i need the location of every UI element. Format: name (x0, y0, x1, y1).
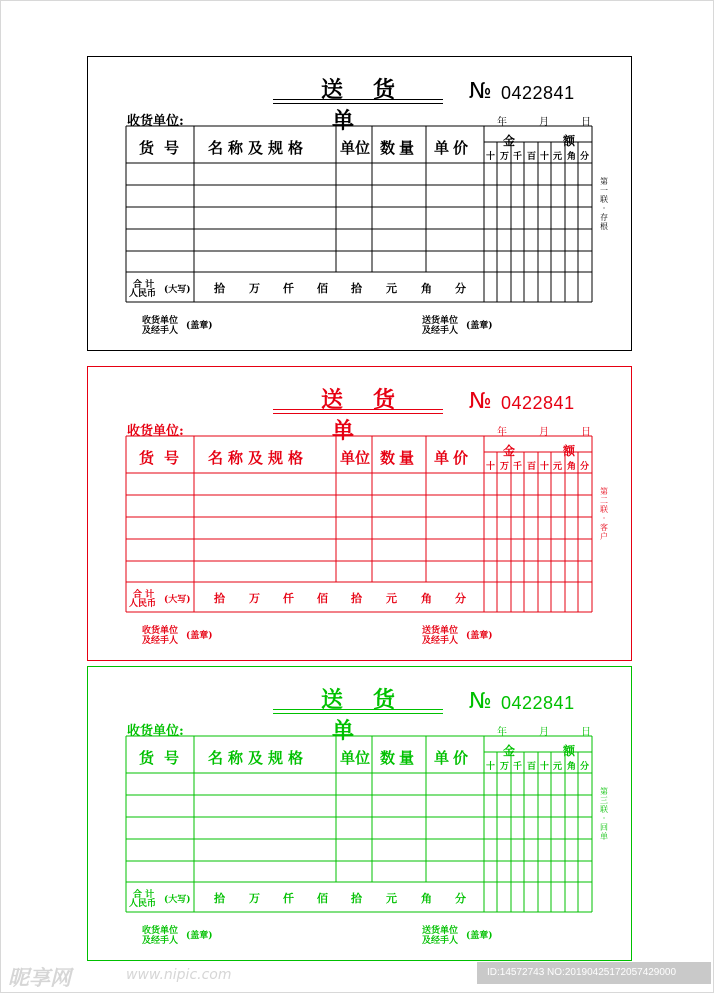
digit-ten-thousands-ten: 十 (485, 152, 495, 162)
col-name-spec: 名称及规格 (208, 449, 309, 467)
receiver-sig-note: (盖章) (186, 931, 213, 941)
col-quantity: 数量 (380, 749, 419, 767)
title-underline-2 (273, 103, 443, 104)
col-name-spec: 名称及规格 (208, 139, 309, 157)
digit-ten-thousands: 万 (499, 152, 509, 162)
digit-tens: 十 (539, 462, 549, 472)
digit-yuan: 元 (552, 762, 562, 772)
recipient-label: 收货单位: (127, 114, 184, 129)
form-title: 送货单 (320, 687, 425, 744)
col-unit: 单位 (340, 139, 371, 157)
watermark-logo: 昵享网 (8, 966, 71, 990)
digit-fen: 分 (579, 152, 589, 162)
digit-jiao: 角 (566, 462, 576, 472)
total-unit-shi-2: 拾 (351, 592, 362, 605)
title-underline-2 (273, 413, 443, 414)
form-title: 送货单 (320, 387, 425, 444)
sender-sig-line1: 送货单位 (422, 626, 459, 636)
sender-sig-line2: 及经手人 (422, 326, 459, 336)
digit-fen: 分 (579, 462, 589, 472)
receiver-sig-line1: 收货单位 (142, 316, 179, 326)
number-mark: № (469, 79, 492, 104)
form-title: 送货单 (320, 77, 425, 134)
sender-sig-line2: 及经手人 (422, 636, 459, 646)
total-unit-bai: 佰 (317, 892, 328, 905)
total-label-bottom: 人民币 (129, 899, 157, 909)
sender-sig-note: (盖章) (466, 321, 493, 331)
col-quantity: 数量 (380, 449, 419, 467)
serial-number: 0422841 (501, 693, 575, 713)
col-unit-price: 单价 (434, 749, 473, 767)
watermark-site: www.nipic.com (126, 967, 232, 983)
receiver-sig-line1: 收货单位 (142, 626, 179, 636)
total-unit-shi-2: 拾 (351, 282, 362, 295)
total-unit-yuan: 元 (386, 282, 397, 295)
title-underline (273, 409, 443, 410)
total-label-note: (大写) (164, 595, 191, 605)
digit-tens: 十 (539, 152, 549, 162)
col-item-code: 货号 (139, 449, 190, 467)
col-amount-left: 金 (503, 744, 516, 758)
title-underline (273, 709, 443, 710)
receiver-sig-note: (盖章) (186, 631, 213, 641)
recipient-label: 收货单位: (127, 724, 184, 739)
digit-ten-thousands-ten: 十 (485, 762, 495, 772)
delivery-note-copy-3 (87, 666, 632, 961)
total-unit-jiao: 角 (421, 892, 432, 905)
digit-jiao: 角 (566, 762, 576, 772)
date-day: 日 (581, 427, 591, 438)
total-label-bottom: 人民币 (129, 599, 157, 609)
col-amount-left: 金 (503, 444, 516, 458)
col-amount-right: 额 (563, 444, 576, 458)
serial-number: 0422841 (501, 393, 575, 413)
title-underline-2 (273, 713, 443, 714)
digit-yuan: 元 (552, 462, 562, 472)
recipient-label: 收货单位: (127, 424, 184, 439)
col-unit: 单位 (340, 449, 371, 467)
date-day: 日 (581, 727, 591, 738)
date-year: 年 (497, 727, 507, 738)
total-unit-jiao: 角 (421, 282, 432, 295)
copy-label: 第二联·客户 (600, 487, 608, 541)
digit-thousands: 千 (512, 762, 522, 772)
total-unit-jiao: 角 (421, 592, 432, 605)
total-unit-yuan: 元 (386, 592, 397, 605)
total-unit-fen: 分 (455, 592, 466, 605)
total-unit-fen: 分 (455, 282, 466, 295)
watermark-id: ID:14572743 NO:20190425172057429000 (477, 962, 711, 984)
date-year: 年 (497, 117, 507, 128)
total-label-note: (大写) (164, 285, 191, 295)
digit-fen: 分 (579, 762, 589, 772)
date-day: 日 (581, 117, 591, 128)
total-unit-bai: 佰 (317, 282, 328, 295)
digit-tens: 十 (539, 762, 549, 772)
total-unit-shi: 拾 (214, 282, 225, 295)
total-unit-wan: 万 (249, 592, 260, 605)
number-mark: № (469, 389, 492, 414)
col-amount-left: 金 (503, 134, 516, 148)
digit-thousands: 千 (512, 462, 522, 472)
col-unit-price: 单价 (434, 139, 473, 157)
date-month: 月 (539, 727, 549, 738)
number-mark: № (469, 689, 492, 714)
receiver-sig-note: (盖章) (186, 321, 213, 331)
digit-ten-thousands-ten: 十 (485, 462, 495, 472)
col-unit: 单位 (340, 749, 371, 767)
receiver-sig-line1: 收货单位 (142, 926, 179, 936)
sender-sig-line1: 送货单位 (422, 926, 459, 936)
title-underline (273, 99, 443, 100)
total-unit-bai: 佰 (317, 592, 328, 605)
receiver-sig-line2: 及经手人 (142, 326, 179, 336)
total-unit-fen: 分 (455, 892, 466, 905)
total-label-note: (大写) (164, 895, 191, 905)
total-label-bottom: 人民币 (129, 289, 157, 299)
digit-hundreds: 百 (526, 152, 536, 162)
digit-ten-thousands: 万 (499, 462, 509, 472)
total-label-top: 合 计 (133, 280, 155, 290)
col-amount-right: 额 (563, 744, 576, 758)
total-label-top: 合 计 (133, 890, 155, 900)
sender-sig-note: (盖章) (466, 631, 493, 641)
sender-sig-line2: 及经手人 (422, 936, 459, 946)
total-unit-wan: 万 (249, 892, 260, 905)
col-unit-price: 单价 (434, 449, 473, 467)
col-quantity: 数量 (380, 139, 419, 157)
date-month: 月 (539, 427, 549, 438)
copy-label: 第三联·回单 (600, 787, 608, 841)
date-year: 年 (497, 427, 507, 438)
total-unit-shi: 拾 (214, 892, 225, 905)
date-month: 月 (539, 117, 549, 128)
digit-jiao: 角 (566, 152, 576, 162)
serial-number: 0422841 (501, 83, 575, 103)
copy-label: 第一联·存根 (600, 177, 608, 231)
digit-ten-thousands: 万 (499, 762, 509, 772)
total-label-top: 合 计 (133, 590, 155, 600)
col-item-code: 货号 (139, 749, 190, 767)
digit-hundreds: 百 (526, 462, 536, 472)
sender-sig-line1: 送货单位 (422, 316, 459, 326)
receiver-sig-line2: 及经手人 (142, 936, 179, 946)
col-amount-right: 额 (563, 134, 576, 148)
total-unit-yuan: 元 (386, 892, 397, 905)
col-name-spec: 名称及规格 (208, 749, 309, 767)
delivery-note-copy-2 (87, 366, 632, 661)
total-unit-qian: 仟 (283, 592, 294, 605)
digit-hundreds: 百 (526, 762, 536, 772)
sender-sig-note: (盖章) (466, 931, 493, 941)
total-unit-qian: 仟 (283, 892, 294, 905)
total-unit-wan: 万 (249, 282, 260, 295)
delivery-note-copy-1 (87, 56, 632, 351)
total-unit-shi: 拾 (214, 592, 225, 605)
digit-thousands: 千 (512, 152, 522, 162)
receiver-sig-line2: 及经手人 (142, 636, 179, 646)
total-unit-shi-2: 拾 (351, 892, 362, 905)
col-item-code: 货号 (139, 139, 190, 157)
digit-yuan: 元 (552, 152, 562, 162)
total-unit-qian: 仟 (283, 282, 294, 295)
